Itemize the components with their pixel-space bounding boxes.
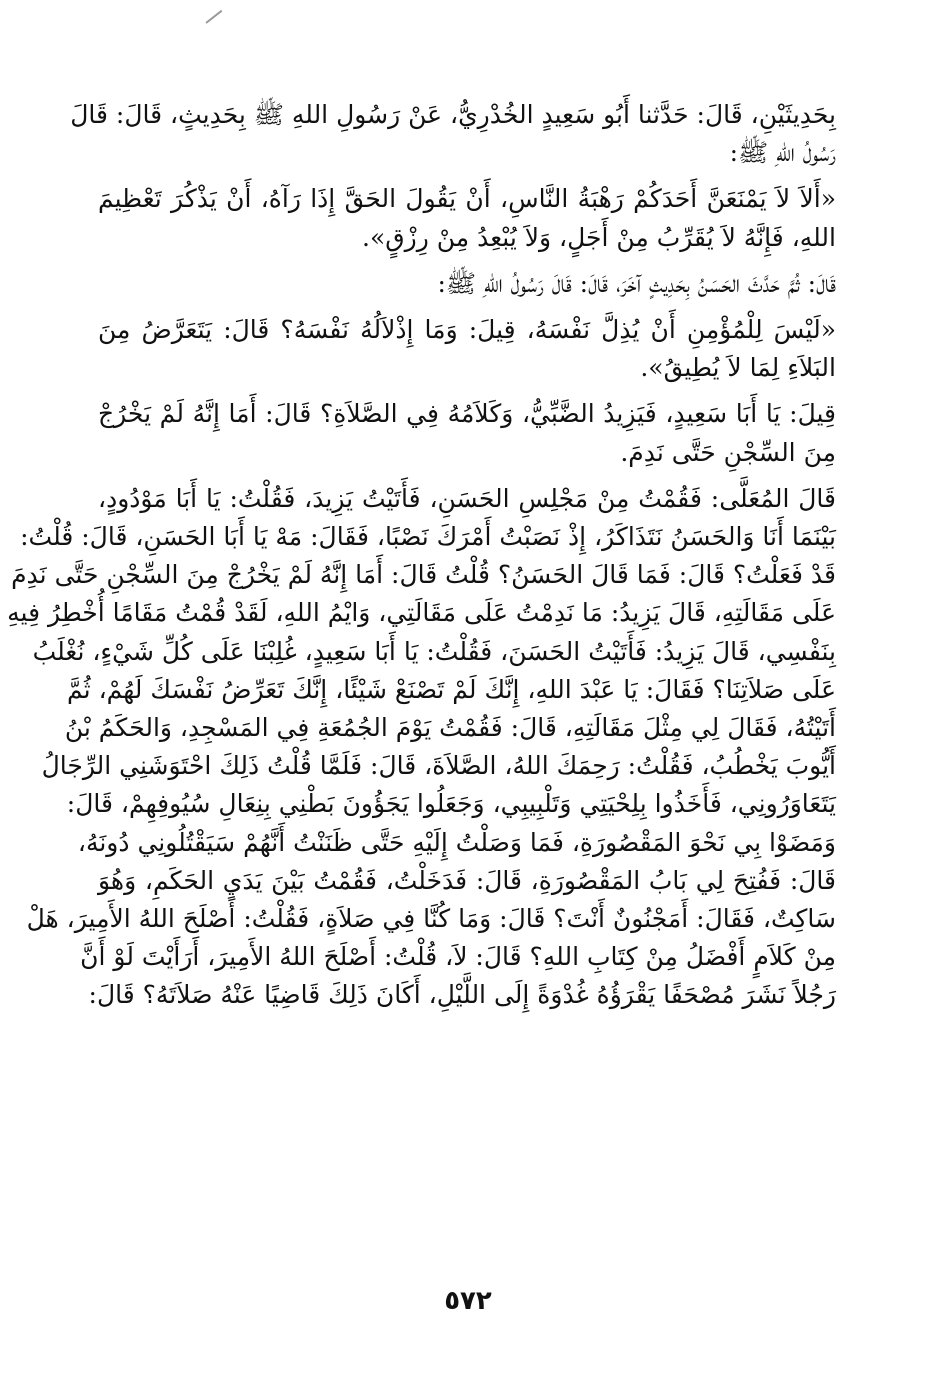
scan-mark xyxy=(205,10,222,24)
text-line: «أَلاَ لاَ يَمْنَعَنَّ أَحَدَكُمْ رَهْبَةُ النَّاسِ، أَنْ يَقُولَ الحَقَّ إِذَا رَآهُ، أَنْ يَذْكُرَ تَعْظِيمَ xyxy=(98,184,836,214)
text-line: سَاكِتٌ، فَقَالَ: أَمَجْنُونٌ أَنْتَ؟ قَالَ: وَمَا كُنَّا فِي صَلاَةٍ، فَقُلْتُ: أَصْلَحَ اللهُ الأَمِيرَ، هَلْ xyxy=(26,904,836,934)
text-line: عَلَى صَلاَتِنَا؟ فَقَالَ: يَا عَبْدَ اللهِ، إِنَّكَ لَمْ تَصْنَعْ شَيْئًا، إِنَّكَ تَعَرِّضُ نَفْسَكَ لَهُمْ، ثُمَّ xyxy=(67,674,836,704)
text-line: أَتَيْتُهُ، فَقَالَ لِي مِثْلَ مَقَالَتِهِ، قَالَ: فَقُمْتُ يَوْمَ الجُمُعَةِ فِي المَسْجِدِ، وَالحَكَمُ بْنُ xyxy=(64,713,836,743)
text-line: بِنَفْسِي، قَالَ يَزِيدُ: فَأَتَيْتُ الحَسَنَ، فَقُلْتُ: يَا أَبَا سَعِيدٍ، غُلِبْنَا عَلَى كُلِّ شَيْءٍ، نُغْلَبُ xyxy=(32,636,836,666)
text-line: بِحَدِيثَيْنِ، قَالَ: حَدَّثنا أَبُو سَعِيدٍ الخُدْرِيُّ، عَنْ رَسُولِ اللهِ ﷺ بِحَدِيثٍ، قَالَ: قَالَ xyxy=(70,100,836,129)
text-line: قَالَ: فَفُتِحَ لِي بَابُ المَقْصُورَةِ، قَالَ: فَدَخَلْتُ، فَقُمْتُ بَيْنَ يَدَيِ الحَكَمِ، وَهُوَ xyxy=(98,865,836,895)
text-line: قَالَ: ثُمَّ حَدَّثَ الحَسَنُ بِحَدِيثٍ آخَرَ، قَالَ: قَالَ رَسُولُ اللهِ ﷺ: xyxy=(437,268,836,298)
text-line: قَالَ المُعَلَّى: فَقُمْتُ مِنْ مَجْلِسِ الحَسَنِ، فَأَتَيْتُ يَزِيدَ، فَقُلْتُ: يَا أَبَا مَوْدُودٍ، xyxy=(98,483,836,513)
text-line: عَلَى مَقَالَتِهِ، قَالَ يَزِيدُ: مَا نَدِمْتُ عَلَى مَقَالَتِي، وَايْمُ اللهِ، لَقَدْ قُمْتُ مَقَامًا أُخْطِرُ فِيهِ xyxy=(7,598,836,628)
page-number: ٥٧٢ xyxy=(444,1286,492,1316)
text-line: مِنْ كَلاَمٍ أَفْضَلُ مِنْ كِتَابِ اللهِ؟ قَالَ: لاَ، قُلْتُ: أَصْلَحَ اللهُ الأَمِيرَ، أَرَأَيْتَ لَوْ أَنَّ xyxy=(80,942,836,972)
text-line: أَيُّوبَ يَخْطُبُ، فَقُلْتُ: رَحِمَكَ اللهُ، الصَّلاَةَ، قَالَ: فَلَمَّا قُلْتُ ذَلِكَ احْتَوَشَنِي الرِّجَالُ xyxy=(41,751,836,781)
text-line: رَجُلاً نَشَرَ مُصْحَفًا يَقْرَؤُهُ غُدْوَةً إِلَى اللَّيْلِ، أَكَانَ ذَلِكَ قَاضِيًا عَنْهُ صَلاَتَهُ؟ قَالَ: xyxy=(88,980,836,1010)
body-text xyxy=(7,96,836,1015)
text-line: قَدْ فَعَلْتُ؟ قَالَ: فَمَا قَالَ الحَسَنُ؟ قُلْتُ قَالَ: أَمَا إِنَّهُ لَمْ يَخْرُجْ مِنَ السِّجْنِ حَتَّى نَدِمَ xyxy=(11,560,836,590)
text-line: «لَيْسَ لِلْمُؤْمِنِ أَنْ يُذِلَّ نَفْسَهُ، قِيلَ: وَمَا إِذْلاَلُهُ نَفْسَهُ؟ قَالَ: يَتَعَرَّضُ مِنَ xyxy=(98,315,836,345)
text-line: اللهِ، فَإِنَّهُ لاَ يُقَرِّبُ مِنْ أَجَلٍ، وَلاَ يُبْعِدُ مِنْ رِزْقٍ». xyxy=(362,222,836,252)
text-line: يَتَعَاوَرُونِي، فَأَخَذُوا بِلِحْيَتِي وَتَلْبِيبِي، وَجَعَلُوا يَجَؤُونَ بَطْنِي بِنِعَالِ سُيُوفِهِمْ، قَالَ: xyxy=(66,789,836,819)
text-line: رَسُولُ اللهِ ﷺ: xyxy=(729,138,836,168)
text-line: بَيْنَمَا أَنَا وَالحَسَنُ نَتَذَاكَرُ، إِذْ نَصَبْتُ أَمْرَكَ نَصْبًا، فَقَالَ: مَهْ يَا أَبَا الحَسَنِ، قَالَ: قُلْتُ: xyxy=(20,522,836,552)
text-line: وَمَضَوْا بِي نَحْوَ المَقْصُورَةِ، فَمَا وَصَلْتُ إِلَيْهِ حَتَّى ظَنَنْتُ أَنَّهُمْ سَيَقْتُلُونِي دُونَهُ، xyxy=(77,827,836,857)
text-line: قِيلَ: يَا أَبَا سَعِيدٍ، فَيَزِيدُ الضَّبِّيُّ، وَكَلاَمُهُ فِي الصَّلاَةِ؟ قَالَ: أَمَا إِنَّهُ لَمْ يَخْرُجْ xyxy=(98,399,836,429)
text-line: البَلاَءِ لِمَا لاَ يُطِيقُ». xyxy=(640,353,836,383)
text-line: مِنَ السِّجْنِ حَتَّى نَدِمَ. xyxy=(620,437,836,467)
